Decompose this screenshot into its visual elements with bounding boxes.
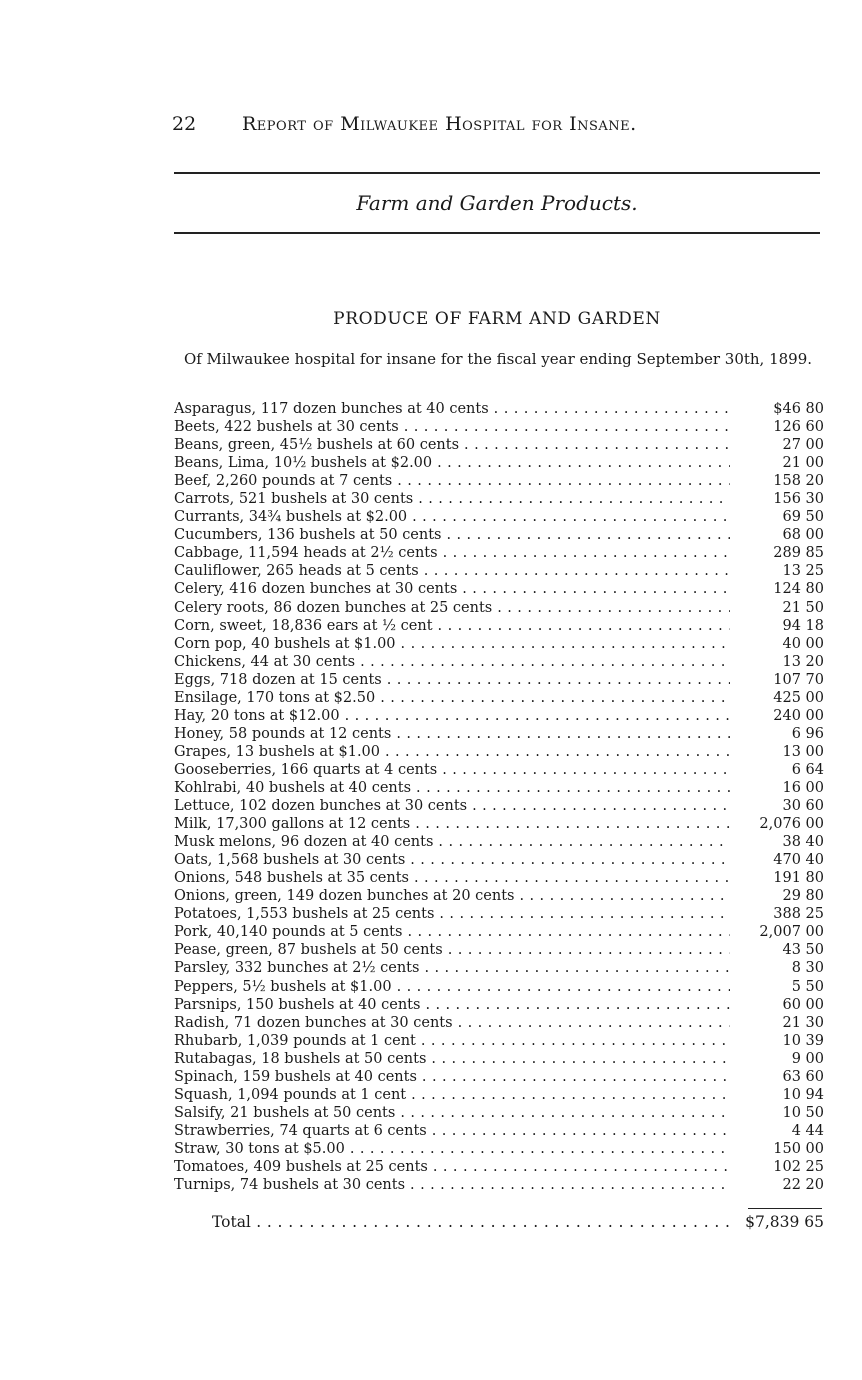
list-item <box>174 544 824 562</box>
total-label: Total . . . <box>212 1212 732 1232</box>
item-description: Beans, Lima, 10½ bushels at $2.00 . . . <box>174 454 730 472</box>
list-item <box>174 526 824 544</box>
item-description: Honey, 58 pounds at 12 cents . . . <box>174 725 730 743</box>
item-amount: 388 25 <box>773 906 824 923</box>
item-description: Strawberries, 74 quarts at 6 cents . . . <box>174 1122 730 1140</box>
item-amount: 8 30 <box>791 960 824 977</box>
list-item <box>174 599 824 617</box>
list-item <box>174 941 824 959</box>
item-amount: 425 00 <box>773 689 824 706</box>
list-item <box>174 923 824 941</box>
list-item <box>174 472 824 490</box>
item-amount: 240 00 <box>773 707 824 724</box>
list-item <box>174 617 824 635</box>
item-amount: 68 00 <box>782 527 824 544</box>
item-description: Onions, 548 bushels at 35 cents . . . <box>174 869 730 887</box>
total-row <box>212 1212 824 1232</box>
list-item <box>174 635 824 653</box>
section-title: Farm and Garden Products. <box>356 191 638 215</box>
item-amount: $46 80 <box>773 401 824 417</box>
list-item <box>174 1014 824 1032</box>
list-item <box>174 851 824 869</box>
list-item <box>174 1068 824 1086</box>
page-number: 22 <box>172 113 197 135</box>
table-subheading: Of Milwaukee hospital for insane for the fiscal year ending September 30th, 1899. <box>183 350 813 368</box>
item-description: Straw, 30 tons at $5.00 . . . <box>174 1140 730 1158</box>
list-item <box>174 653 824 671</box>
item-description: Gooseberries, 166 quarts at 4 cents . . . <box>174 761 730 779</box>
list-item <box>174 1050 824 1068</box>
item-description: Cauliflower, 265 heads at 5 cents . . . <box>174 562 730 580</box>
list-item <box>174 400 824 418</box>
item-amount: 29 80 <box>782 888 824 905</box>
list-item <box>174 1176 824 1194</box>
list-item <box>174 743 824 761</box>
item-description: Beets, 422 bushels at 30 cents . . . <box>174 418 730 436</box>
item-amount: 21 30 <box>782 1014 824 1031</box>
item-amount: 124 80 <box>773 581 824 598</box>
item-amount: 30 60 <box>782 798 824 815</box>
item-amount: 5 50 <box>791 978 824 995</box>
item-description: Pease, green, 87 bushels at 50 cents . . . <box>174 941 730 959</box>
top-rule <box>174 172 820 174</box>
running-title: Report of Milwaukee Hospital for Insane. <box>242 113 637 135</box>
list-item <box>174 725 824 743</box>
item-amount: 470 40 <box>773 852 824 869</box>
item-description: Tomatoes, 409 bushels at 25 cents . . . <box>174 1158 730 1176</box>
item-amount: 10 39 <box>782 1032 824 1049</box>
item-amount: 2,007 00 <box>759 924 824 941</box>
item-description: Carrots, 521 bushels at 30 cents . . . <box>174 490 730 508</box>
list-item <box>174 978 824 996</box>
item-description: Kohlrabi, 40 bushels at 40 cents . . . <box>174 779 730 797</box>
table-heading: PRODUCE OF FARM AND GARDEN <box>333 309 661 329</box>
item-amount: 107 70 <box>773 671 824 688</box>
item-description: Ensilage, 170 tons at $2.50 . . . <box>174 689 730 707</box>
item-amount: 13 20 <box>782 653 824 670</box>
item-amount: 94 18 <box>782 617 824 634</box>
list-item <box>174 490 824 508</box>
list-item <box>174 797 824 815</box>
item-amount: 22 20 <box>782 1177 824 1194</box>
item-description: Onions, green, 149 dozen bunches at 20 cents . . . <box>174 887 730 905</box>
list-item <box>174 508 824 526</box>
page-header <box>172 113 822 143</box>
item-amount: 69 50 <box>782 509 824 526</box>
item-amount: 16 00 <box>782 779 824 796</box>
item-description: Eggs, 718 dozen at 15 cents . . . <box>174 671 730 689</box>
item-description: Rutabagas, 18 bushels at 50 cents . . . <box>174 1050 730 1068</box>
list-item <box>174 707 824 725</box>
item-description: Celery roots, 86 dozen bunches at 25 cents . . . <box>174 599 730 617</box>
item-amount: 10 94 <box>782 1086 824 1103</box>
list-item <box>174 436 824 454</box>
item-description: Corn, sweet, 18,836 ears at ½ cent . . . <box>174 617 730 635</box>
total-amount: $7,839 65 <box>745 1213 824 1231</box>
item-description: Spinach, 159 bushels at 40 cents . . . <box>174 1068 730 1086</box>
item-description: Peppers, 5½ bushels at $1.00 . . . <box>174 978 730 996</box>
item-amount: 150 00 <box>773 1140 824 1157</box>
list-item <box>174 815 824 833</box>
item-amount: 9 00 <box>791 1050 824 1067</box>
list-item <box>174 562 824 580</box>
item-description: Squash, 1,094 pounds at 1 cent . . . <box>174 1086 730 1104</box>
produce-list <box>174 400 824 1194</box>
list-item <box>174 1158 824 1176</box>
item-amount: 126 60 <box>773 419 824 436</box>
item-description: Musk melons, 96 dozen at 40 cents . . . <box>174 833 730 851</box>
item-description: Hay, 20 tons at $12.00 . . . <box>174 707 730 725</box>
item-description: Radish, 71 dozen bunches at 30 cents . . . <box>174 1014 730 1032</box>
list-item <box>174 833 824 851</box>
item-amount: 27 00 <box>782 437 824 454</box>
item-description: Currants, 34¾ bushels at $2.00 . . . <box>174 508 730 526</box>
item-description: Cabbage, 11,594 heads at 2½ cents . . . <box>174 544 730 562</box>
list-item <box>174 869 824 887</box>
item-amount: 191 80 <box>773 870 824 887</box>
item-description: Asparagus, 117 dozen bunches at 40 cents . . . <box>174 400 730 418</box>
item-amount: 60 00 <box>782 996 824 1013</box>
item-amount: 10 50 <box>782 1104 824 1121</box>
item-description: Potatoes, 1,553 bushels at 25 cents . . . <box>174 905 730 923</box>
item-description: Beef, 2,260 pounds at 7 cents . . . <box>174 472 730 490</box>
item-amount: 13 25 <box>782 563 824 580</box>
list-item <box>174 580 824 598</box>
list-item <box>174 905 824 923</box>
item-description: Salsify, 21 bushels at 50 cents . . . <box>174 1104 730 1122</box>
item-amount: 156 30 <box>773 491 824 508</box>
item-amount: 21 50 <box>782 599 824 616</box>
item-description: Pork, 40,140 pounds at 5 cents . . . <box>174 923 730 941</box>
item-amount: 158 20 <box>773 473 824 490</box>
item-description: Turnips, 74 bushels at 30 cents . . . <box>174 1176 730 1194</box>
list-item <box>174 418 824 436</box>
item-description: Lettuce, 102 dozen bunches at 30 cents . . . <box>174 797 730 815</box>
item-amount: 289 85 <box>773 545 824 562</box>
item-description: Rhubarb, 1,039 pounds at 1 cent . . . <box>174 1032 730 1050</box>
list-item <box>174 887 824 905</box>
item-description: Celery, 416 dozen bunches at 30 cents . . . <box>174 580 730 598</box>
item-description: Parsnips, 150 bushels at 40 cents . . . <box>174 996 730 1014</box>
item-amount: 4 44 <box>791 1122 824 1139</box>
item-description: Parsley, 332 bunches at 2½ cents . . . <box>174 959 730 977</box>
list-item <box>174 1140 824 1158</box>
sum-rule <box>748 1208 822 1209</box>
item-amount: 63 60 <box>782 1068 824 1085</box>
list-item <box>174 959 824 977</box>
list-item <box>174 454 824 472</box>
list-item <box>174 1086 824 1104</box>
item-amount: 40 00 <box>782 635 824 652</box>
list-item <box>174 761 824 779</box>
item-amount: 38 40 <box>782 834 824 851</box>
list-item <box>174 996 824 1014</box>
item-description: Grapes, 13 bushels at $1.00 . . . <box>174 743 730 761</box>
list-item <box>174 689 824 707</box>
bottom-rule <box>174 232 820 234</box>
list-item <box>174 671 824 689</box>
item-amount: 102 25 <box>773 1158 824 1175</box>
item-description: Oats, 1,568 bushels at 30 cents . . . <box>174 851 730 869</box>
item-amount: 6 64 <box>791 761 824 778</box>
item-amount: 13 00 <box>782 743 824 760</box>
item-amount: 2,076 00 <box>759 816 824 833</box>
list-item <box>174 1104 824 1122</box>
item-description: Cucumbers, 136 bushels at 50 cents . . . <box>174 526 730 544</box>
item-description: Corn pop, 40 bushels at $1.00 . . . <box>174 635 730 653</box>
list-item <box>174 779 824 797</box>
item-description: Chickens, 44 at 30 cents . . . <box>174 653 730 671</box>
item-description: Milk, 17,300 gallons at 12 cents . . . <box>174 815 730 833</box>
item-amount: 6 96 <box>791 725 824 742</box>
item-amount: 43 50 <box>782 942 824 959</box>
item-description: Beans, green, 45½ bushels at 60 cents . . . <box>174 436 730 454</box>
list-item <box>174 1032 824 1050</box>
list-item <box>174 1122 824 1140</box>
item-amount: 21 00 <box>782 455 824 472</box>
